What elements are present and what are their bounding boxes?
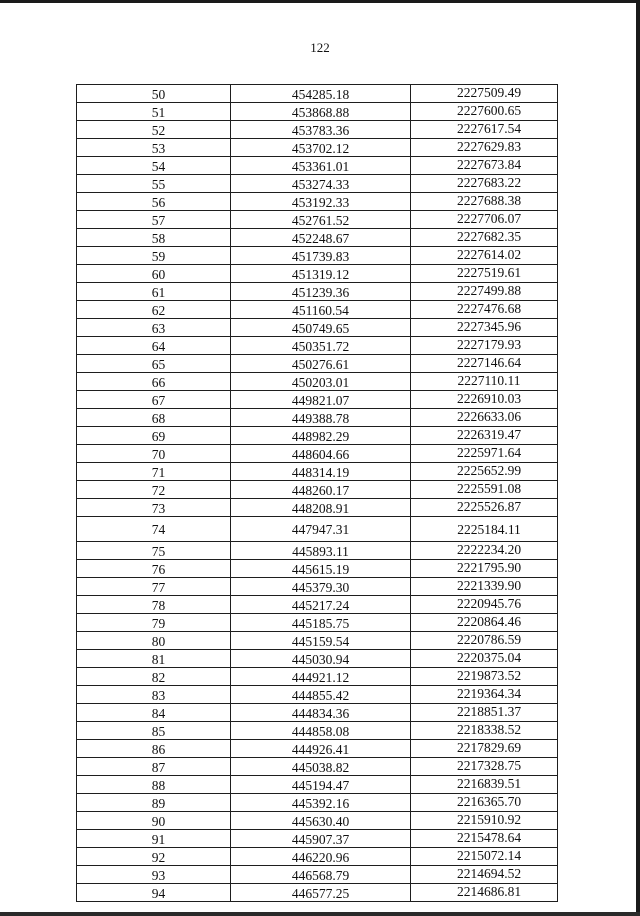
x-coordinate-cell: 450203.01 (231, 373, 411, 391)
x-coordinate-cell: 451239.36 (231, 283, 411, 301)
page-number: 122 (310, 40, 330, 55)
point-number-cell: 83 (77, 686, 231, 704)
y-coordinate-cell: 2227629.83 (411, 139, 558, 157)
table-row (77, 193, 558, 211)
table-row (77, 794, 558, 812)
point-number-cell: 62 (77, 301, 231, 319)
point-number-cell: 50 (77, 85, 231, 103)
y-coordinate-cell: 2227683.22 (411, 175, 558, 193)
x-coordinate-cell: 445630.40 (231, 812, 411, 830)
x-coordinate-cell: 454285.18 (231, 85, 411, 103)
table-row (77, 542, 558, 560)
y-coordinate-cell: 2227509.49 (411, 85, 558, 103)
table-row (77, 848, 558, 866)
y-coordinate-cell: 2226910.03 (411, 391, 558, 409)
y-coordinate-cell: 2215478.64 (411, 830, 558, 848)
point-number-cell: 66 (77, 373, 231, 391)
x-coordinate-cell: 448208.91 (231, 499, 411, 517)
table-row (77, 722, 558, 740)
y-coordinate-cell: 2221795.90 (411, 560, 558, 578)
x-coordinate-cell: 445392.16 (231, 794, 411, 812)
y-coordinate-cell: 2219873.52 (411, 668, 558, 686)
point-number-cell: 53 (77, 139, 231, 157)
y-coordinate-cell: 2220786.59 (411, 632, 558, 650)
x-coordinate-cell: 445038.82 (231, 758, 411, 776)
y-coordinate-cell: 2216365.70 (411, 794, 558, 812)
x-coordinate-cell: 444926.41 (231, 740, 411, 758)
y-coordinate-cell: 2226319.47 (411, 427, 558, 445)
point-number-cell: 71 (77, 463, 231, 481)
table-row (77, 499, 558, 517)
table-row (77, 85, 558, 103)
scan-edge-top (0, 0, 640, 3)
y-coordinate-cell: 2220945.76 (411, 596, 558, 614)
table-row (77, 578, 558, 596)
table-row (77, 445, 558, 463)
table-row (77, 265, 558, 283)
table-row (77, 121, 558, 139)
x-coordinate-cell: 453192.33 (231, 193, 411, 211)
point-number-cell: 69 (77, 427, 231, 445)
table-row (77, 614, 558, 632)
point-number-cell: 92 (77, 848, 231, 866)
table-row (77, 632, 558, 650)
y-coordinate-cell: 2225971.64 (411, 445, 558, 463)
y-coordinate-cell: 2216839.51 (411, 776, 558, 794)
table-row (77, 776, 558, 794)
x-coordinate-cell: 446220.96 (231, 848, 411, 866)
y-coordinate-cell: 2225652.99 (411, 463, 558, 481)
y-coordinate-cell: 2225591.08 (411, 481, 558, 499)
point-number-cell: 58 (77, 229, 231, 247)
table-row (77, 650, 558, 668)
y-coordinate-cell: 2217328.75 (411, 758, 558, 776)
x-coordinate-cell: 450749.65 (231, 319, 411, 337)
table-row (77, 668, 558, 686)
y-coordinate-cell: 2227706.07 (411, 211, 558, 229)
point-number-cell: 78 (77, 596, 231, 614)
y-coordinate-cell: 2218851.37 (411, 704, 558, 722)
point-number-cell: 52 (77, 121, 231, 139)
y-coordinate-cell: 2220864.46 (411, 614, 558, 632)
table-row (77, 596, 558, 614)
table-row (77, 337, 558, 355)
x-coordinate-cell: 451160.54 (231, 301, 411, 319)
coordinates-table-body (77, 85, 558, 902)
point-number-cell: 67 (77, 391, 231, 409)
y-coordinate-cell: 2227614.02 (411, 247, 558, 265)
y-coordinate-cell: 2227146.64 (411, 355, 558, 373)
point-number-cell: 59 (77, 247, 231, 265)
point-number-cell: 55 (77, 175, 231, 193)
y-coordinate-cell: 2227519.61 (411, 265, 558, 283)
x-coordinate-cell: 453783.36 (231, 121, 411, 139)
x-coordinate-cell: 445615.19 (231, 560, 411, 578)
table-row (77, 686, 558, 704)
table-row (77, 175, 558, 193)
x-coordinate-cell: 451319.12 (231, 265, 411, 283)
table-row (77, 517, 558, 542)
x-coordinate-cell: 448604.66 (231, 445, 411, 463)
point-number-cell: 51 (77, 103, 231, 121)
scan-edge-bottom (0, 912, 640, 916)
x-coordinate-cell: 453702.12 (231, 139, 411, 157)
y-coordinate-cell: 2218338.52 (411, 722, 558, 740)
y-coordinate-cell: 2225526.87 (411, 499, 558, 517)
y-coordinate-cell: 2227110.11 (411, 373, 558, 391)
point-number-cell: 90 (77, 812, 231, 830)
table-row (77, 355, 558, 373)
x-coordinate-cell: 444858.08 (231, 722, 411, 740)
x-coordinate-cell: 452761.52 (231, 211, 411, 229)
y-coordinate-cell: 2214686.81 (411, 884, 558, 902)
table-row (77, 229, 558, 247)
x-coordinate-cell: 451739.83 (231, 247, 411, 265)
table-row (77, 157, 558, 175)
point-number-cell: 77 (77, 578, 231, 596)
coordinates-table (76, 84, 558, 902)
x-coordinate-cell: 446568.79 (231, 866, 411, 884)
table-row (77, 463, 558, 481)
table-row (77, 103, 558, 121)
x-coordinate-cell: 447947.31 (231, 517, 411, 542)
y-coordinate-cell: 2227688.38 (411, 193, 558, 211)
y-coordinate-cell: 2214694.52 (411, 866, 558, 884)
point-number-cell: 82 (77, 668, 231, 686)
table-row (77, 481, 558, 499)
x-coordinate-cell: 445159.54 (231, 632, 411, 650)
y-coordinate-cell: 2227345.96 (411, 319, 558, 337)
x-coordinate-cell: 445217.24 (231, 596, 411, 614)
table-row (77, 409, 558, 427)
x-coordinate-cell: 445893.11 (231, 542, 411, 560)
point-number-cell: 65 (77, 355, 231, 373)
table-row (77, 812, 558, 830)
table-row (77, 211, 558, 229)
x-coordinate-cell: 448982.29 (231, 427, 411, 445)
y-coordinate-cell: 2227673.84 (411, 157, 558, 175)
point-number-cell: 94 (77, 884, 231, 902)
x-coordinate-cell: 453274.33 (231, 175, 411, 193)
y-coordinate-cell: 2227600.65 (411, 103, 558, 121)
point-number-cell: 70 (77, 445, 231, 463)
x-coordinate-cell: 445030.94 (231, 650, 411, 668)
table-row (77, 740, 558, 758)
point-number-cell: 84 (77, 704, 231, 722)
y-coordinate-cell: 2227499.88 (411, 283, 558, 301)
x-coordinate-cell: 452248.67 (231, 229, 411, 247)
table-row (77, 301, 558, 319)
x-coordinate-cell: 445194.47 (231, 776, 411, 794)
x-coordinate-cell: 444855.42 (231, 686, 411, 704)
x-coordinate-cell: 445185.75 (231, 614, 411, 632)
y-coordinate-cell: 2226633.06 (411, 409, 558, 427)
x-coordinate-cell: 453868.88 (231, 103, 411, 121)
point-number-cell: 86 (77, 740, 231, 758)
y-coordinate-cell: 2227476.68 (411, 301, 558, 319)
x-coordinate-cell: 444921.12 (231, 668, 411, 686)
table-row (77, 866, 558, 884)
x-coordinate-cell: 449388.78 (231, 409, 411, 427)
x-coordinate-cell: 449821.07 (231, 391, 411, 409)
point-number-cell: 79 (77, 614, 231, 632)
point-number-cell: 64 (77, 337, 231, 355)
x-coordinate-cell: 444834.36 (231, 704, 411, 722)
y-coordinate-cell: 2219364.34 (411, 686, 558, 704)
y-coordinate-cell: 2222234.20 (411, 542, 558, 560)
table-row (77, 373, 558, 391)
point-number-cell: 74 (77, 517, 231, 542)
y-coordinate-cell: 2220375.04 (411, 650, 558, 668)
point-number-cell: 57 (77, 211, 231, 229)
table-row (77, 283, 558, 301)
table-row (77, 319, 558, 337)
y-coordinate-cell: 2217829.69 (411, 740, 558, 758)
x-coordinate-cell: 453361.01 (231, 157, 411, 175)
point-number-cell: 54 (77, 157, 231, 175)
table-row (77, 247, 558, 265)
y-coordinate-cell: 2221339.90 (411, 578, 558, 596)
table-row (77, 560, 558, 578)
table-row (77, 704, 558, 722)
table-row (77, 884, 558, 902)
point-number-cell: 80 (77, 632, 231, 650)
point-number-cell: 88 (77, 776, 231, 794)
point-number-cell: 60 (77, 265, 231, 283)
point-number-cell: 87 (77, 758, 231, 776)
table-row (77, 139, 558, 157)
y-coordinate-cell: 2227617.54 (411, 121, 558, 139)
table-row (77, 758, 558, 776)
x-coordinate-cell: 450351.72 (231, 337, 411, 355)
point-number-cell: 63 (77, 319, 231, 337)
y-coordinate-cell: 2227682.35 (411, 229, 558, 247)
table-row (77, 427, 558, 445)
point-number-cell: 61 (77, 283, 231, 301)
point-number-cell: 68 (77, 409, 231, 427)
table-row (77, 830, 558, 848)
x-coordinate-cell: 445379.30 (231, 578, 411, 596)
y-coordinate-cell: 2225184.11 (411, 517, 558, 542)
point-number-cell: 56 (77, 193, 231, 211)
point-number-cell: 81 (77, 650, 231, 668)
point-number-cell: 91 (77, 830, 231, 848)
x-coordinate-cell: 448260.17 (231, 481, 411, 499)
y-coordinate-cell: 2215072.14 (411, 848, 558, 866)
point-number-cell: 85 (77, 722, 231, 740)
scan-edge-right (636, 0, 640, 916)
y-coordinate-cell: 2215910.92 (411, 812, 558, 830)
point-number-cell: 89 (77, 794, 231, 812)
x-coordinate-cell: 450276.61 (231, 355, 411, 373)
x-coordinate-cell: 448314.19 (231, 463, 411, 481)
point-number-cell: 93 (77, 866, 231, 884)
point-number-cell: 75 (77, 542, 231, 560)
y-coordinate-cell: 2227179.93 (411, 337, 558, 355)
x-coordinate-cell: 446577.25 (231, 884, 411, 902)
table-row (77, 391, 558, 409)
point-number-cell: 76 (77, 560, 231, 578)
point-number-cell: 73 (77, 499, 231, 517)
x-coordinate-cell: 445907.37 (231, 830, 411, 848)
point-number-cell: 72 (77, 481, 231, 499)
